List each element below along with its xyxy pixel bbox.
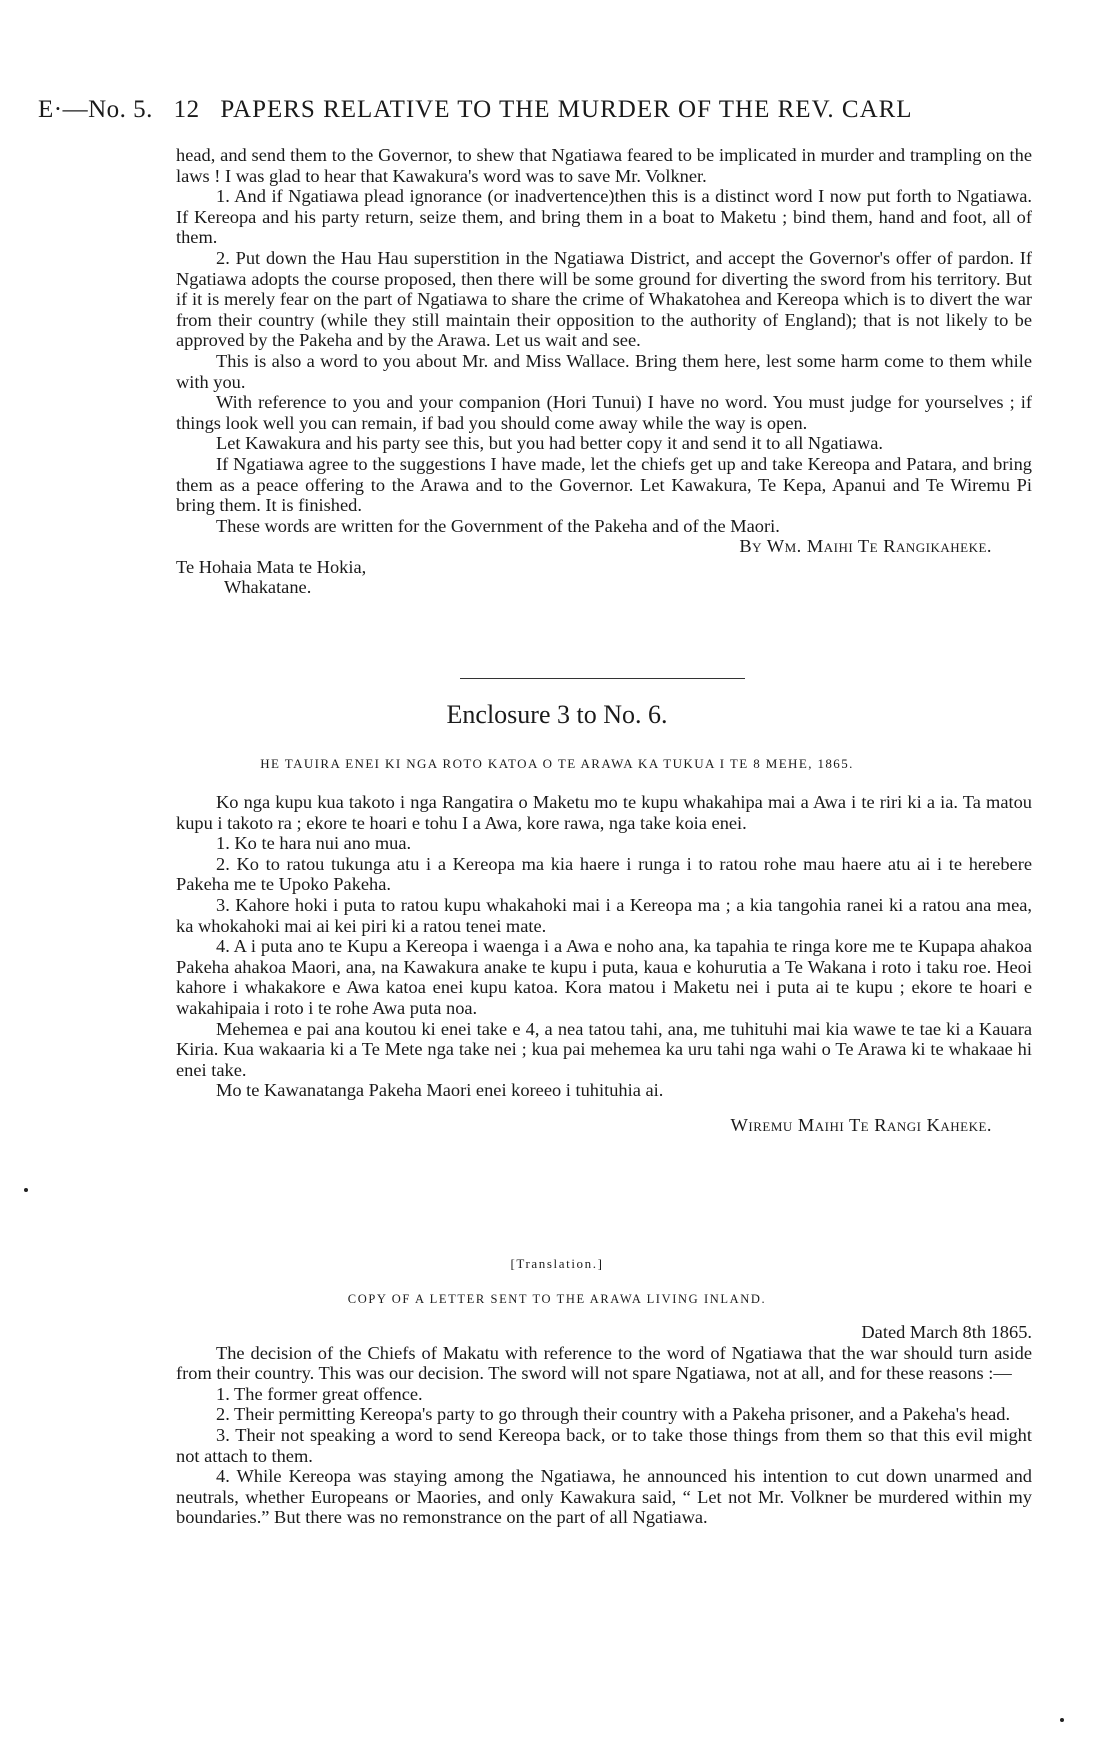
paragraph: 3. Kahore hoki i puta to ratou kupu whakahoki mai i a Kereopa ma ; a kia tangohia ranei ki a ratou ana mea, ka whokahoki mai ai kei piri ki a ratou tenei mate. bbox=[176, 894, 1032, 936]
paragraph: 4. A i puta ano te Kupu a Kereopa i waenga i a Awa e noho ana, ka tapahia te ringa kore me te Kupapa ahakoa Pakeha ahakoa Maori, ana, na Kawakura anake te kupu i puta, kaua e kohurutia a Te Wakana i roto i taku roe. Heoi kahore i whakakore e Awa katoa enei kupu katoa. Kora matou i Maketu nei i puta ai te kupu ; ekore te hoari e wakahipaia i roto i te rohe Awa puta noa. bbox=[176, 936, 1032, 1018]
enclosure-subtitle: HE TAUIRA ENEI KI NGA ROTO KATOA O TE ARAWA KA TUKUA I TE 8 MEHE, 1865. bbox=[260, 756, 854, 771]
addressee-line: Te Hohaia Mata te Hokia, bbox=[176, 556, 367, 577]
maori-letter bbox=[176, 792, 1032, 1136]
paragraph: Mehemea e pai ana koutou ki enei take e 4, a nea tatou tahi, ana, me tuhituhi mai kia wawe te tae ki a Kauara Kiria. Kua wakaaria ki a Te Mete nga take nei ; kua pai mehemea ka uru tahi nga wahi o Te Arawa ki te whakaae hi enei take. bbox=[176, 1018, 1032, 1080]
enclosure-title: Enclosure 3 to No. 6. bbox=[446, 700, 668, 729]
translation-letter bbox=[176, 1322, 1032, 1528]
ink-speck bbox=[24, 1188, 28, 1192]
ink-speck bbox=[1060, 1718, 1064, 1722]
paragraph: If Ngatiawa agree to the suggestions I have made, let the chiefs get up and take Kereopa and Patara, and bring them as a peace offering to the Arawa and to the Governor. Let Kawakura, Te Kepa, Apanui and Te Wiremu Pi bring them. It is finished. bbox=[176, 453, 1032, 516]
paragraph: head, and send them to the Governor, to shew that Ngatiawa feared to be implicated in murder and trampling on the laws ! I was glad to hear that Kawakura's word was to save Mr. Volkner. bbox=[176, 145, 1032, 186]
signature: By Wm. Maihi Te Rangikaheke. bbox=[739, 536, 992, 557]
paragraph: 2. Their permitting Kereopa's party to go through their country with a Pakeha prisoner, and a Pakeha's head. bbox=[216, 1404, 1011, 1425]
paragraph: 1. Ko te hara nui ano mua. bbox=[216, 833, 412, 854]
paragraph: Mo te Kawanatanga Pakeha Maori enei koreeo i tuhituhia ai. bbox=[216, 1080, 664, 1101]
paragraph: 3. Their not speaking a word to send Kereopa back, or to take those things from them so that this evil might not attach to them. bbox=[176, 1424, 1032, 1466]
translation-heading: COPY OF A LETTER SENT TO THE ARAWA LIVING INLAND. bbox=[347, 1292, 767, 1306]
paragraph: 1. And if Ngatiawa plead ignorance (or inadvertence)then this is a distinct word I now put forth to Ngatiawa. If Kereopa and his party return, seize them, and bring them in a boat to Maketu ; bind them, hand and foot, all of them. bbox=[176, 186, 1032, 248]
letter-date: Dated March 8th 1865. bbox=[861, 1322, 1032, 1342]
paragraph: 4. While Kereopa was staying among the Ngatiawa, he announced his intention to cut down unarmed and neutrals, whether Europeans or Maories, and only Kawakura said, “ Let not Mr. Volkner be murdered within my boundaries.” But there was no remonstrance on the part of all Ngatiawa. bbox=[176, 1466, 1032, 1528]
page-number: 12 bbox=[173, 96, 200, 123]
paragraph: This is also a word to you about Mr. and Miss Wallace. Bring them here, lest some harm come to them while with you. bbox=[176, 350, 1032, 392]
letter-continuation bbox=[176, 145, 1032, 598]
paragraph: 2. Put down the Hau Hau superstition in the Ngatiawa District, and accept the Governor's offer of pardon. If Ngatiawa adopts the course proposed, then there will be some ground for diverting the sword from his territory. But if it is merely fear on the part of Ngatiawa to share the crime of Whakatohea and Kereopa which is to divert the war from their country (while they still maintain their opposition to the authority of England); that is not likely to be approved by the Pakeha and by the Arawa. Let us wait and see. bbox=[176, 247, 1032, 351]
paragraph: These words are written for the Government of the Pakeha and of the Maori. bbox=[216, 515, 780, 536]
signature: Wiremu Maihi Te Rangi Kaheke. bbox=[730, 1114, 992, 1135]
translation-label: [Translation.] bbox=[510, 1256, 604, 1271]
section-divider bbox=[460, 678, 745, 679]
paragraph: 1. The former great offence. bbox=[216, 1383, 423, 1404]
running-title: PAPERS RELATIVE TO THE MURDER OF THE REV. CARL bbox=[220, 96, 913, 123]
document-reference: E·—No. 5. bbox=[38, 96, 153, 123]
paragraph: Let Kawakura and his party see this, but you had better copy it and send it to all Ngatiawa. bbox=[216, 433, 883, 454]
addressee-place: Whakatane. bbox=[224, 577, 312, 598]
paragraph: Ko nga kupu kua takoto i nga Rangatira o Maketu mo te kupu whakahipa mai a Awa i te riri ki a ia. Ta matou kupu i takoto ra ; ekore te hoari e tohu I a Awa, kore rawa, nga take koia enei. bbox=[176, 792, 1032, 833]
page-header bbox=[38, 96, 1078, 136]
paragraph: 2. Ko to ratou tukunga atu i a Kereopa ma kia haere i runga i to ratou rohe mau haere atu ai i te herebere Pakeha me te Upoko Pakeha. bbox=[176, 853, 1032, 895]
paragraph: With reference to you and your companion (Hori Tunui) I have no word. You must judge for yourselves ; if things look well you can remain, if bad you should come away while the way is open. bbox=[176, 392, 1032, 433]
paragraph: The decision of the Chiefs of Makatu with reference to the word of Ngatiawa that the war should turn aside from their country. This was our decision. The sword will not spare Ngatiawa, not at all, and for these reasons :— bbox=[176, 1342, 1032, 1384]
